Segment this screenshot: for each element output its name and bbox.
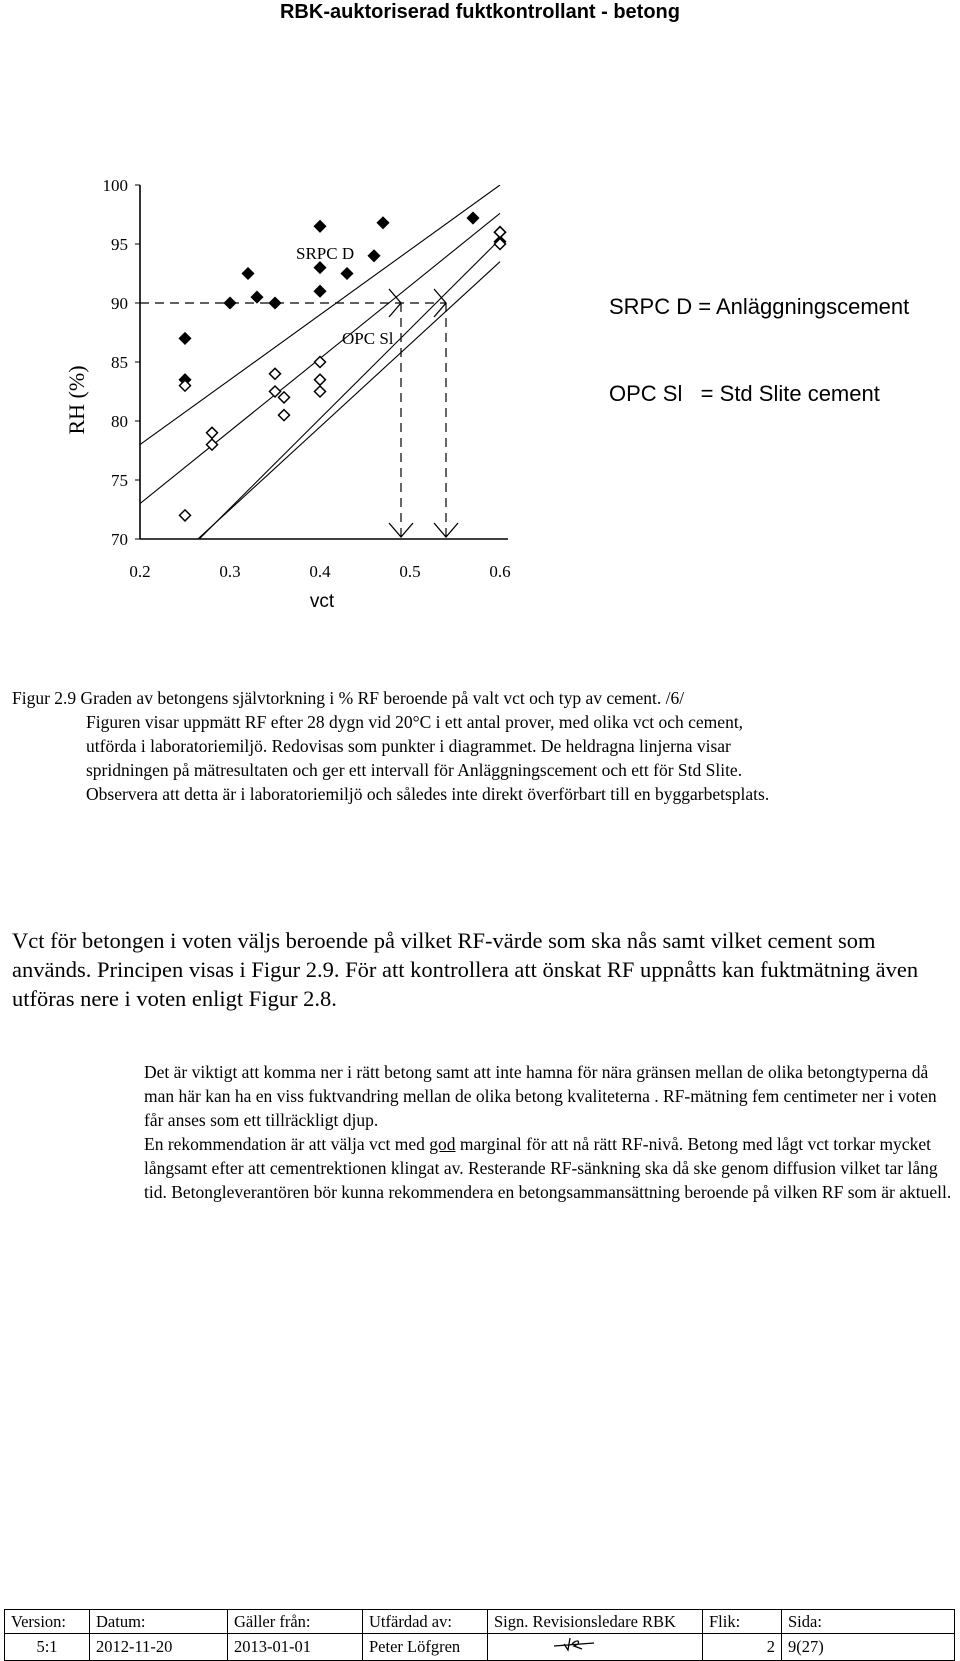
footer-label-galler-fran: Gäller från: [228, 1610, 363, 1634]
data-point-opc [279, 410, 290, 421]
x-tick-label: 0.6 [489, 562, 511, 581]
data-point-srpc [225, 298, 236, 309]
legend-line-opc: OPC Sl = Std Slite cement [609, 381, 880, 406]
x-tick-label: 0.5 [399, 562, 421, 581]
series-label-opc: OPC Sl [342, 329, 394, 348]
x-tick-label: 0.3 [219, 562, 241, 581]
footer-value-datum: 2012-11-20 [90, 1634, 228, 1661]
footer-label-sida: Sida: [782, 1610, 955, 1634]
footer-value-version: 5:1 [5, 1634, 90, 1661]
data-point-opc [180, 510, 191, 521]
underlined-word: god [429, 1134, 456, 1154]
footer-value-row [5, 1634, 955, 1661]
footer-label-version: Version: [5, 1610, 90, 1634]
footer-label-flik: Flik: [703, 1610, 782, 1634]
x-tick-label: 0.2 [129, 562, 151, 581]
y-tick-label: 85 [111, 353, 128, 372]
document-footer-table [4, 1609, 955, 1661]
footer-value-utfardad-av: Peter Löfgren [363, 1634, 488, 1661]
chart-guides [140, 289, 458, 537]
page-header-title: RBK-auktoriserad fuktkontrollant - betong [279, 1, 680, 23]
rh-vct-chart [60, 175, 580, 645]
legend-line-srpc: SRPC D = Anläggningscement [609, 294, 910, 319]
body-paragraph-2 [144, 1132, 954, 1204]
data-point-opc [495, 227, 506, 238]
caption-line: Observera att detta är i laboratoriemiljö och således inte direkt överförbart till en byggarbetsplats. [86, 784, 770, 804]
figure-caption [12, 686, 942, 806]
data-point-opc [207, 427, 218, 438]
chart-legend [609, 234, 909, 437]
data-point-srpc [315, 286, 326, 297]
chart-tick-labels [103, 176, 511, 581]
body-paragraph-2-end: marginal för att nå rätt RF-nivå. Betong med lågt vct torkar mycket långsamt efter att cementrektionen klingat av. Resterande RF-sänkning ska då ske genom diffusion vilket tar lång tid. Betongleverantören bör kunna rekommendera en betongsammansättning beroende på vilken RF som är aktuell. [144, 1134, 952, 1202]
data-point-opc [279, 392, 290, 403]
footer-label-datum: Datum: [90, 1610, 228, 1634]
data-point-srpc [369, 250, 380, 261]
y-tick-label: 75 [111, 471, 128, 490]
caption-title: Figur 2.9 Graden av betongens självtorkning i % RF beroende på valt vct och typ av cement. /6/ [12, 688, 685, 708]
footer-value-flik: 2 [703, 1634, 782, 1661]
footer-label-sign: Sign. Revisionsledare RBK [488, 1610, 703, 1634]
data-point-srpc [315, 262, 326, 273]
signature-image [494, 1634, 604, 1654]
y-tick-label: 70 [111, 530, 128, 549]
y-tick-label: 80 [111, 412, 128, 431]
footer-label-row [5, 1610, 955, 1634]
data-point-srpc [342, 268, 353, 279]
data-point-opc [270, 368, 281, 379]
data-point-srpc [252, 292, 263, 303]
data-point-srpc [243, 268, 254, 279]
series-label-srpc: SRPC D [296, 244, 355, 263]
body-paragraph-1: Det är viktigt att komma ner i rätt betong samt att inte hamna för nära gränsen mellan de olika betongtyperna då man här kan ha en viss fuktvandring mellan de olika betong kvaliteterna . RF-mätning fem centimeter ner i voten får anses som ett tillräckligt djup. [144, 1062, 937, 1130]
y-tick-label: 90 [111, 294, 128, 313]
y-tick-label: 100 [102, 176, 128, 195]
data-point-opc [315, 386, 326, 397]
footer-value-galler-fran: 2013-01-01 [228, 1634, 363, 1661]
data-point-srpc [378, 217, 389, 228]
footer-value-sida: 9(27) [782, 1634, 955, 1661]
data-point-srpc [315, 221, 326, 232]
intro-paragraph: Vct för betongen i voten väljs beroende på vilket RF-värde som ska nås samt vilket cement som används. Principen visas i Figur 2.9. För att kontrollera att önskat RF uppnåtts kan fuktmätning även utföras nere i voten enligt Figur 2.8. [12, 928, 919, 1011]
body-paragraph-2-start: En rekommendation är att välja vct med [144, 1134, 430, 1154]
data-point-opc [315, 374, 326, 385]
data-point-opc [270, 386, 281, 397]
caption-line: spridningen på mätresultaten och ger ett intervall för Anläggningscement och ett för Std Slite. [86, 760, 743, 780]
data-point-opc [315, 357, 326, 368]
data-point-srpc [180, 333, 191, 344]
x-axis-label: vct [309, 591, 335, 612]
y-tick-label: 95 [111, 235, 128, 254]
x-tick-label: 0.4 [309, 562, 331, 581]
caption-line: Figuren visar uppmätt RF efter 28 dygn vid 20°C i ett antal prover, med olika vct och cement, [86, 712, 744, 732]
data-point-srpc [270, 298, 281, 309]
body-text [144, 1060, 954, 1204]
footer-label-utfardad-av: Utfärdad av: [363, 1610, 488, 1634]
footer-signature-cell [488, 1634, 703, 1661]
y-axis-label: RH (%) [64, 365, 89, 435]
caption-line: utförda i laboratoriemiljö. Redovisas som punkter i diagrammet. De heldragna linjerna visar [86, 736, 731, 756]
data-point-srpc [468, 213, 479, 224]
